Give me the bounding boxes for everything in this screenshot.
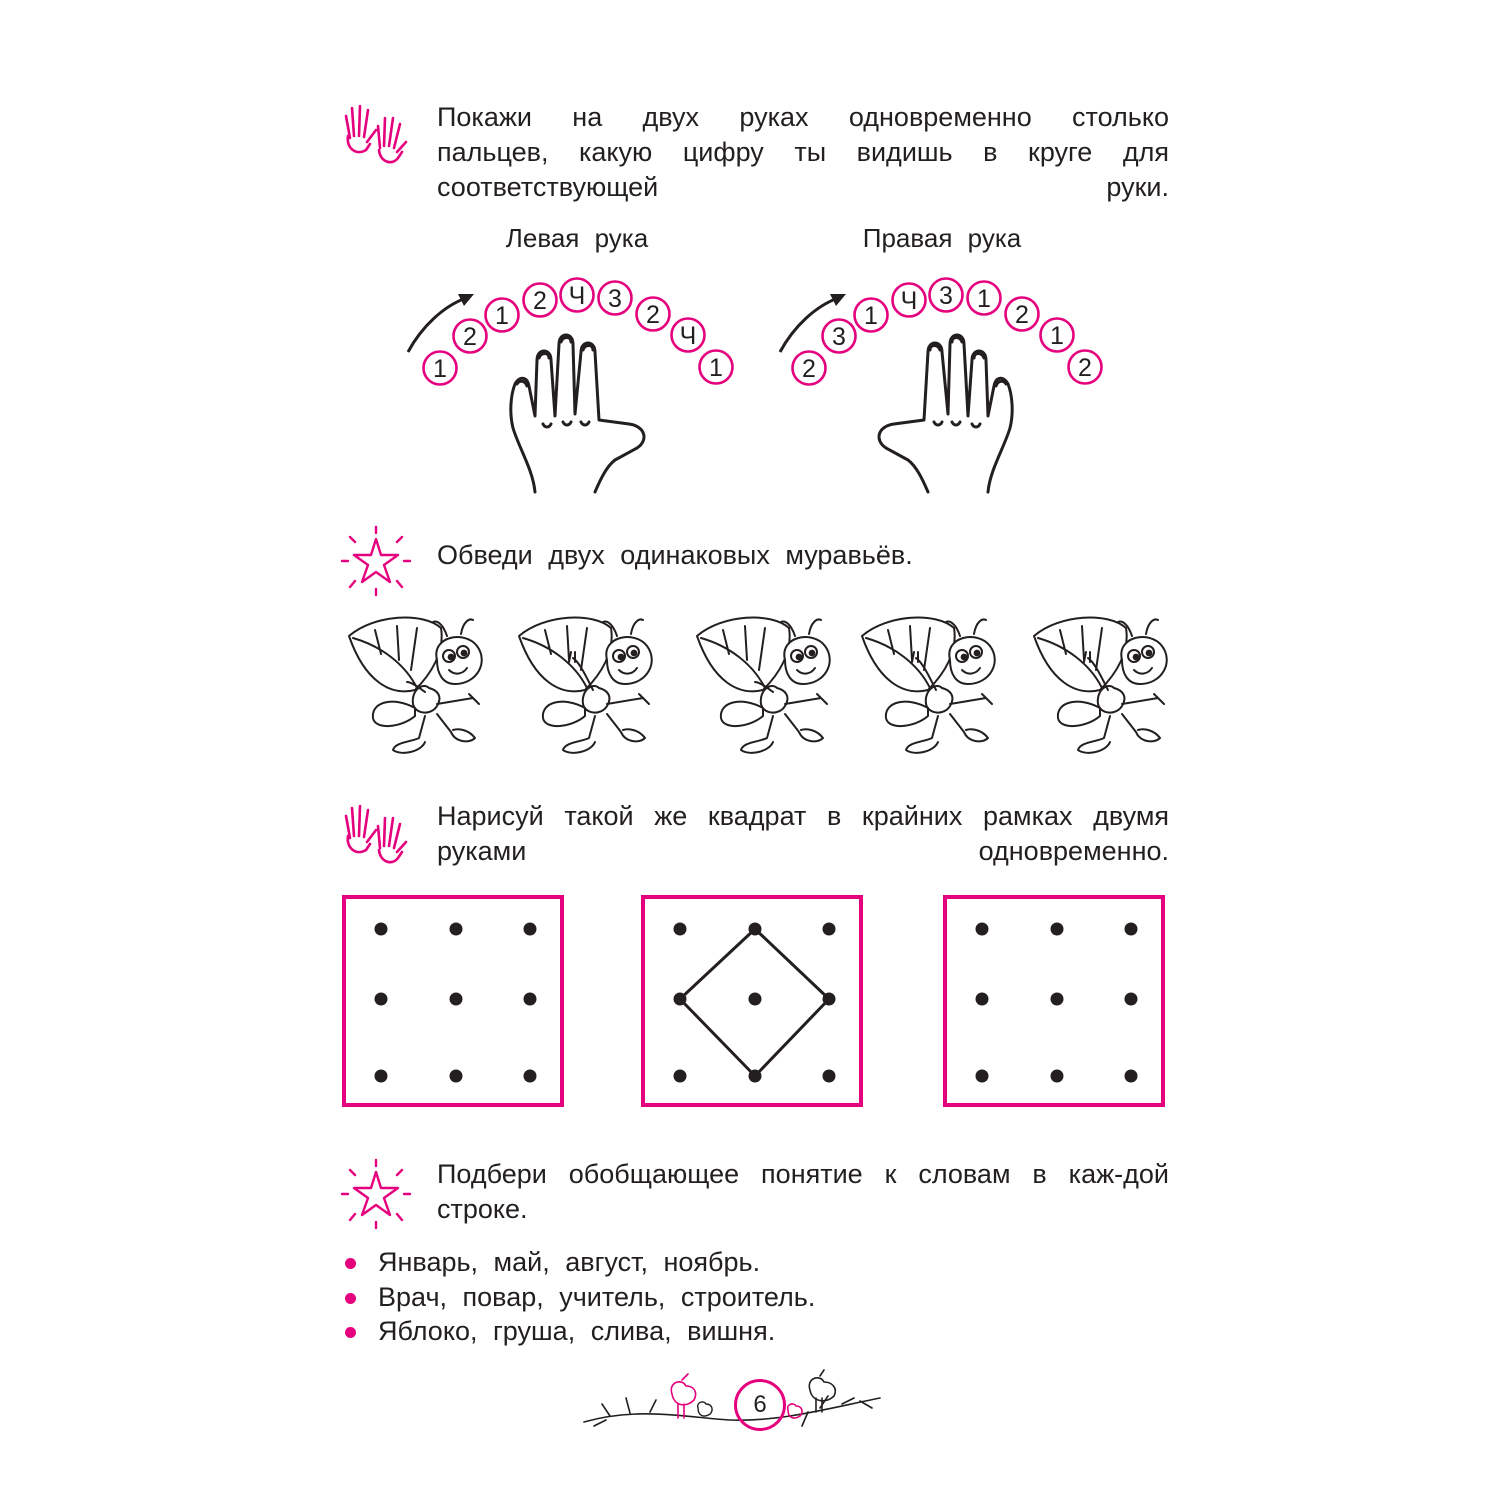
grid-dot (1051, 923, 1064, 936)
number-circle-label: 3 (608, 285, 622, 313)
number-circle (893, 284, 926, 317)
grid-dot (749, 1070, 762, 1083)
number-circle (855, 299, 888, 332)
number-circle-label: 3 (939, 282, 953, 310)
grid-dot (450, 993, 463, 1006)
page-number: 6 (734, 1379, 786, 1431)
word-row-text: Врач, повар, учитель, строитель. (378, 1281, 816, 1312)
grid-dot (1125, 923, 1138, 936)
task-fingers-text: Покажи на двух руках одновременно столько пальцев, какую цифру ты видишь в круге для соответствующей руки. (437, 102, 1169, 202)
dot-grid-right-dots (943, 895, 1165, 1107)
dot-grid-sample (641, 895, 863, 1107)
grid-dot (1125, 993, 1138, 1006)
number-circle-label: 2 (1078, 354, 1092, 382)
right-hand-icon (868, 330, 1018, 500)
grid-dot (524, 1070, 537, 1083)
grid-dot (976, 993, 989, 1006)
dot-grid-left-dots (342, 895, 564, 1107)
bullet-dot-icon (345, 1327, 356, 1338)
number-circle-label: 2 (802, 355, 816, 383)
left-hand-icon (505, 330, 655, 500)
star-burst-icon (340, 525, 412, 597)
word-row-text: Январь, май, август, ноябрь. (378, 1247, 761, 1277)
number-circle-label: 1 (977, 285, 991, 313)
bullet-dot-icon (345, 1258, 356, 1269)
number-circle (930, 279, 963, 312)
number-circle-label: 1 (433, 355, 447, 383)
grid-dot (749, 923, 762, 936)
grid-dot (450, 923, 463, 936)
ant-figure[interactable] (345, 612, 490, 762)
right-hand-label: Правая рука (862, 223, 1022, 253)
grid-dot (976, 1070, 989, 1083)
word-rows-list (345, 1245, 815, 1349)
number-circle (823, 320, 856, 353)
bullet-dot-icon (345, 1293, 356, 1304)
grid-dot (450, 1070, 463, 1083)
grid-dot (674, 993, 687, 1006)
branch-birds-icon (580, 1368, 885, 1440)
ant-figure[interactable] (515, 612, 660, 762)
dot-grid-left[interactable] (342, 895, 564, 1107)
grid-dot (1125, 1070, 1138, 1083)
ant-figure[interactable] (693, 612, 838, 762)
number-circle-label: 1 (1050, 322, 1064, 350)
number-circle (1006, 298, 1039, 331)
number-circle-label: Ч (900, 287, 918, 315)
word-row (345, 1314, 815, 1349)
number-circle-label: Ч (568, 282, 586, 310)
task-square-text: Нарисуй такой же квадрат в крайних рамках двумя руками одновременно. (437, 801, 1169, 866)
grid-dot (375, 1070, 388, 1083)
grid-dot (749, 993, 762, 1006)
word-row (345, 1280, 815, 1315)
word-row (345, 1245, 815, 1280)
number-circle-label: 3 (832, 323, 846, 351)
number-circle (968, 282, 1001, 315)
number-circle (1069, 351, 1102, 384)
grid-dot (1051, 1070, 1064, 1083)
number-circle-label: 2 (533, 287, 547, 315)
dot-grid-right[interactable] (943, 895, 1165, 1107)
dot-grid-sample-dots (641, 895, 863, 1107)
grid-dot (823, 1070, 836, 1083)
grid-dot (524, 923, 537, 936)
number-circle-label: 2 (463, 323, 477, 351)
grid-dot (976, 923, 989, 936)
grid-dot (375, 923, 388, 936)
number-circle-label: 2 (1015, 301, 1029, 329)
task-words-text-content: Подбери обобщающее понятие к словам в каж-дой строке. (437, 1159, 1169, 1224)
grid-dot (674, 923, 687, 936)
grid-dot (674, 1070, 687, 1083)
grid-dot (375, 993, 388, 1006)
number-circle-label: 1 (709, 354, 723, 382)
grid-dot (823, 923, 836, 936)
grid-dot (524, 993, 537, 1006)
number-circle (793, 352, 826, 385)
task-words-text (437, 1157, 1169, 1227)
grid-dot (823, 993, 836, 1006)
number-circle-label: 2 (646, 301, 660, 329)
two-hands-icon (340, 800, 412, 872)
number-circle-label: 1 (495, 302, 509, 330)
left-hand-label: Левая рука (505, 223, 649, 253)
ant-figure[interactable] (858, 612, 1003, 762)
star-burst-icon (340, 1158, 412, 1230)
number-circle-label: Ч (679, 322, 697, 350)
ant-figure[interactable] (1030, 612, 1175, 762)
word-row-text: Яблоко, груша, слива, вишня. (378, 1316, 776, 1346)
number-circle (1041, 319, 1074, 352)
grid-dot (1051, 993, 1064, 1006)
number-circle-label: 1 (864, 302, 878, 330)
task-ants-text: Обведи двух одинаковых муравьёв. (437, 540, 913, 570)
